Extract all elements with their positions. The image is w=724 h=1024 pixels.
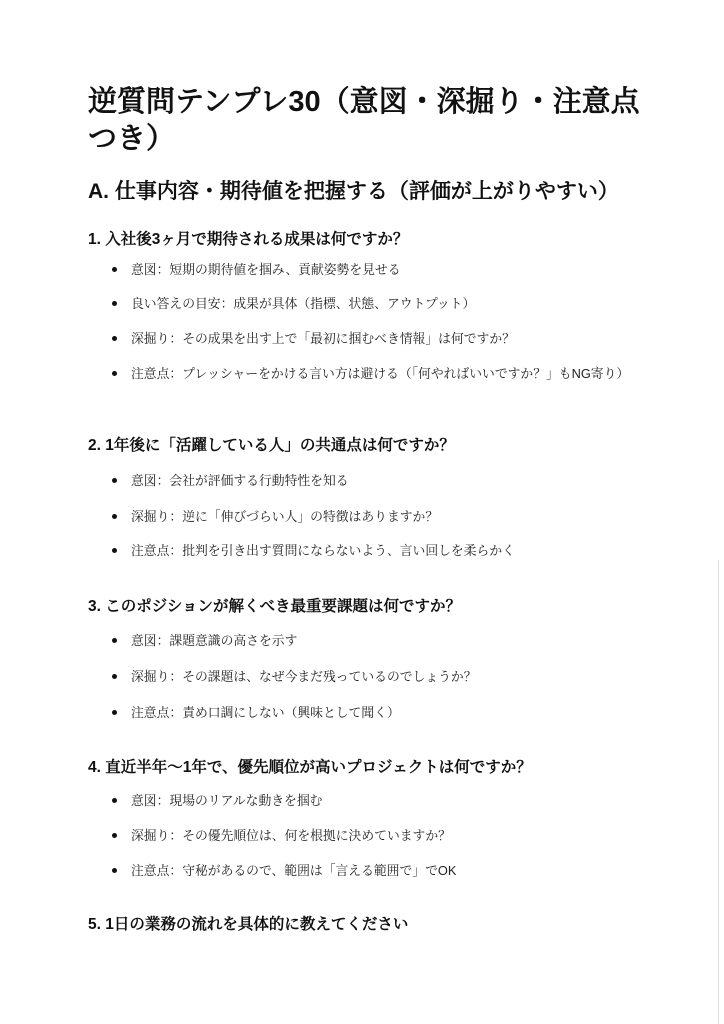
list-item: 深掘り：その成果を出す上で「最初に掴むべき情報」は何ですか？ [131, 329, 636, 348]
list-item: 意図：短期の期待値を掴み、貢献姿勢を見せる [131, 260, 636, 279]
list-item: 良い答えの目安：成果が具体（指標、状態、アウトプット） [131, 294, 636, 313]
list-item: 深掘り：逆に「伸びづらい人」の特徴はありますか？ [131, 507, 636, 526]
list-item: 深掘り：その優先順位は、何を根拠に決めていますか？ [131, 826, 636, 845]
page-edge [718, 560, 719, 1024]
question-4-title: 4. 直近半年〜1年で、優先順位が高いプロジェクトは何ですか？ [88, 759, 532, 776]
list-item: 意図：会社が評価する行動特性を知る [131, 471, 636, 490]
list-item: 意図：課題意識の高さを示す [131, 631, 636, 650]
question-1-title: 1. 入社後3ヶ月で期待される成果は何ですか？ [88, 231, 409, 248]
list-item: 注意点：守秘があるので、範囲は「言える範囲で」でOK [131, 861, 636, 880]
question-2-title: 2. 1年後に「活躍している人」の共通点は何ですか？ [88, 437, 455, 454]
question-5-title: 5. 1日の業務の流れを具体的に教えてください [88, 916, 409, 933]
list-item: 深掘り：その課題は、なぜ今まだ残っているのでしょうか？ [131, 667, 636, 686]
section-heading-a: A. 仕事内容・期待値を把握する（評価が上がりやすい） [88, 180, 619, 203]
list-item: 意図：現場のリアルな動きを掴む [131, 791, 636, 810]
page-title: 逆質問テンプレ30（意図・深掘り・注意点つき） [88, 86, 640, 155]
question-3-title: 3. このポジションが解くべき最重要課題は何ですか？ [88, 598, 462, 615]
list-item: 注意点：批判を引き出す質問にならないよう、言い回しを柔らかく [131, 541, 636, 560]
list-item: 注意点：責め口調にしない（興味として聞く） [131, 703, 636, 722]
list-item: 注意点：プレッシャーをかける言い方は避ける（「何やればいいですか？」もNG寄り） [131, 364, 636, 383]
